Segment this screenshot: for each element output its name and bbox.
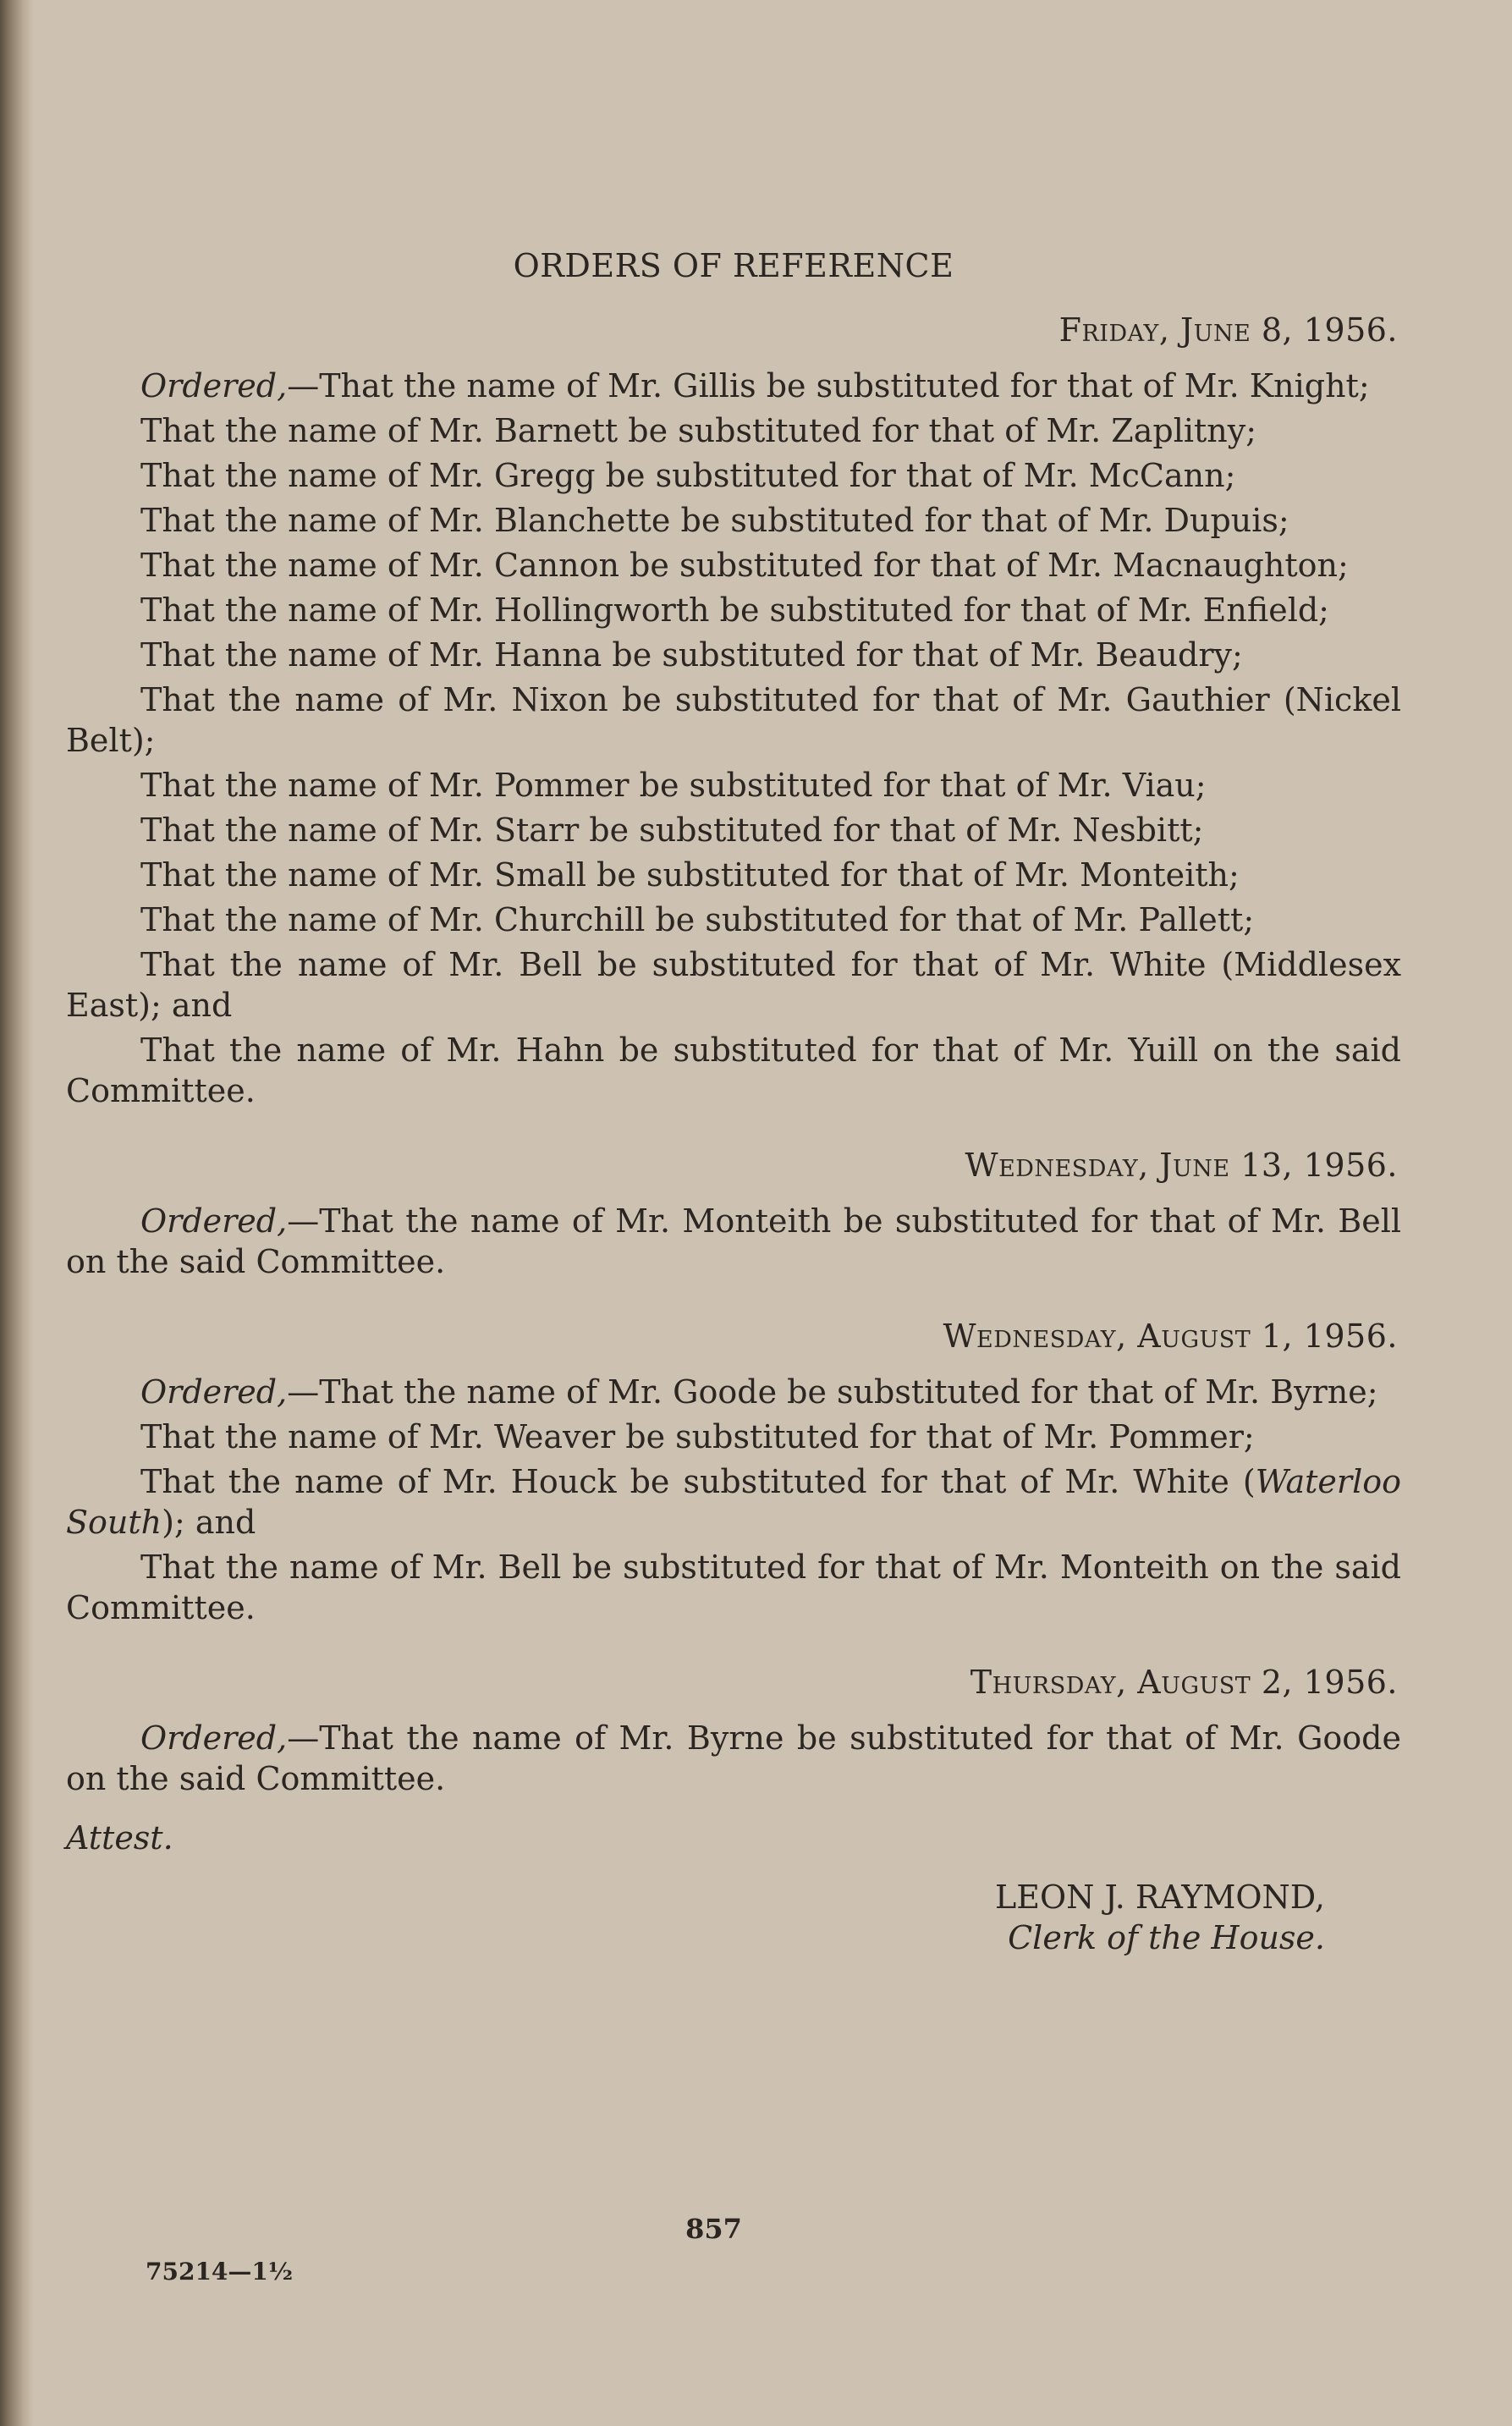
ordered-label: Ordered, — [140, 1202, 288, 1240]
book-spine-shadow — [0, 0, 34, 2426]
signatory-office: Clerk of the House. — [1008, 1919, 1325, 1956]
order-paragraph: That the name of Mr. Hahn be substituted for that of Mr. Yuill on the said Committee. — [66, 1031, 1401, 1109]
ordered-label: Ordered, — [140, 1373, 288, 1411]
order-paragraph: That the name of Mr. Barnett be substituted for that of Mr. Zaplitny; — [140, 412, 1257, 449]
order-text: —That the name of Mr. Goode be substituted for that of Mr. Byrne; — [287, 1373, 1378, 1411]
order-paragraph: That the name of Mr. Hanna be substituted for that of Mr. Beaudry; — [140, 636, 1243, 674]
attest-label: Attest. — [66, 1819, 173, 1857]
order-paragraph — [66, 1718, 1401, 1799]
section-date: Wednesday, August 1, 1956. — [943, 1318, 1398, 1355]
section-date: Thursday, August 2, 1956. — [970, 1664, 1398, 1701]
section-date: Wednesday, June 13, 1956. — [965, 1147, 1398, 1184]
order-paragraph: That the name of Mr. Bell be substituted for that of Mr. White (Middlesex East); and — [66, 946, 1401, 1024]
order-paragraph: That the name of Mr. Hollingworth be substituted for that of Mr. Enfield; — [140, 591, 1329, 629]
ordered-label: Ordered, — [140, 1719, 288, 1757]
order-paragraph: That the name of Mr. Nixon be substituted for that of Mr. Gauthier (Nickel Belt); — [66, 681, 1401, 759]
signature-block — [66, 1877, 1325, 1958]
page-number: 857 — [685, 2213, 742, 2245]
document-page — [66, 245, 1401, 1958]
order-text: —That the name of Mr. Byrne be substituted for that of Mr. Goode on the said Committee. — [66, 1719, 1401, 1797]
order-paragraph: That the name of Mr. Pommer be substituted for that of Mr. Viau; — [140, 767, 1207, 804]
order-text-tail: ); and — [162, 1504, 256, 1541]
order-text: That the name of Mr. Houck be substituted for that of Mr. White ( — [140, 1463, 1256, 1500]
print-code: 75214—1½ — [146, 2258, 294, 2286]
order-paragraph: That the name of Mr. Cannon be substituted for that of Mr. Macnaughton; — [140, 547, 1349, 584]
order-text: —That the name of Mr. Monteith be substituted for that of Mr. Bell on the said Committee. — [66, 1202, 1401, 1280]
section-date: Friday, June 8, 1956. — [1058, 311, 1398, 349]
ordered-label: Ordered, — [140, 367, 288, 404]
signatory-name: LEON J. RAYMOND, — [994, 1879, 1325, 1916]
section-june-13 — [66, 1145, 1401, 1282]
section-june-8 — [66, 310, 1401, 1111]
order-paragraph — [66, 1461, 1401, 1543]
order-paragraph: That the name of Mr. Starr be substituted for that of Mr. Nesbitt; — [140, 811, 1204, 849]
order-paragraph — [66, 366, 1401, 406]
order-paragraph: That the name of Mr. Blanchette be substituted for that of Mr. Dupuis; — [140, 502, 1289, 539]
order-paragraph — [66, 1201, 1401, 1282]
order-paragraph: That the name of Mr. Bell be substituted for that of Mr. Monteith on the said Committee. — [66, 1549, 1401, 1626]
section-august-2 — [66, 1662, 1401, 1799]
order-paragraph — [66, 1372, 1401, 1412]
order-text: —That the name of Mr. Gillis be substituted for that of Mr. Knight; — [287, 367, 1370, 404]
order-paragraph: That the name of Mr. Small be substituted for that of Mr. Monteith; — [140, 856, 1240, 894]
order-paragraph: That the name of Mr. Weaver be substituted for that of Mr. Pommer; — [140, 1418, 1255, 1455]
order-paragraph: That the name of Mr. Churchill be substituted for that of Mr. Pallett; — [140, 901, 1255, 938]
page-title: ORDERS OF REFERENCE — [513, 247, 954, 284]
order-paragraph: That the name of Mr. Gregg be substituted for that of Mr. McCann; — [140, 457, 1236, 494]
section-august-1 — [66, 1316, 1401, 1628]
riding-name: Waterloo South — [66, 1463, 1401, 1541]
